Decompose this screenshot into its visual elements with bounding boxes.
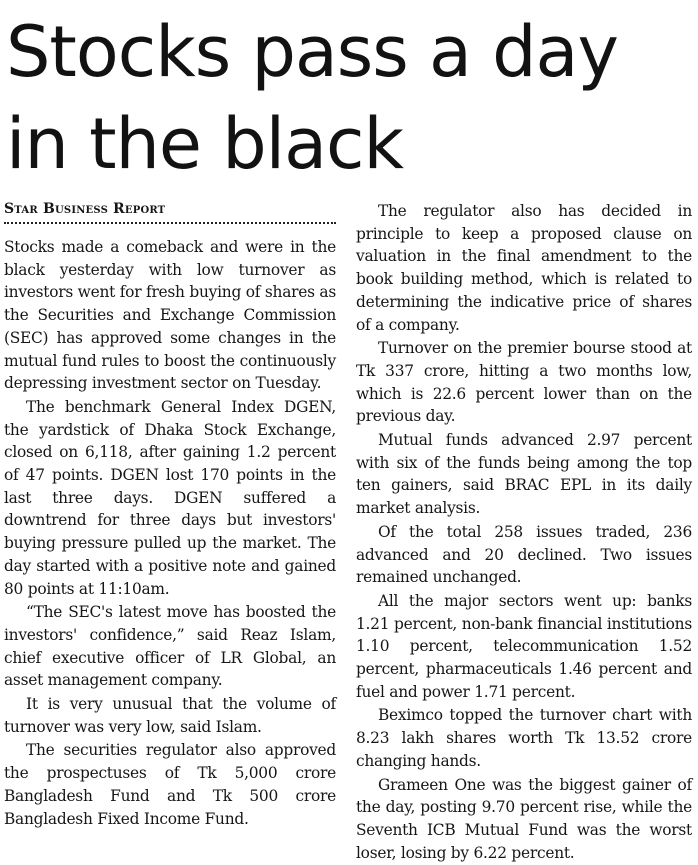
paragraph: The regulator also has decided in principle to keep a proposed clause on valuation in the final amendment to the book building method, which is related to determining the indicative price of shares of a company. xyxy=(356,202,692,334)
paragraph: Stocks made a comeback and were in the black yesterday with low turnover as investors went for fresh buying of shares as the Securities and Exchange Commission (SEC) has approved some changes in the mutual fund rules to boost the continuously depressing investment sector on Tuesday. xyxy=(4,238,336,393)
paragraph: Beximco topped the turnover chart with 8.23 lakh shares worth Tk 13.52 crore changing hands. xyxy=(356,706,692,770)
article-column-right xyxy=(356,200,692,865)
article-headline: Stocks pass a day in the black xyxy=(6,11,618,185)
paragraph: All the major sectors went up: banks 1.21 percent, non-bank financial institutions 1.10 percent, telecommunication 1.52 percent, pharmaceuticals 1.46 percent and fuel and power 1.71 percent. xyxy=(356,591,692,701)
paragraph: The benchmark General Index DGEN, the yardstick of Dhaka Stock Exchange, closed on 6,118, after gaining 1.2 percent of 47 points. DGEN lost 170 points in the last three days. DGEN suffered a downtrend for three days but investors' buying pressure pulled up the market. The day started with a positive note and gained 80 points at 11:10am. xyxy=(4,397,336,598)
paragraph: “The SEC's latest move has boosted the investors' confidence,” said Reaz Islam, chief executive officer of LR Global, an asset management company. xyxy=(4,603,336,690)
article-column-left xyxy=(4,198,336,831)
paragraph: Turnover on the premier bourse stood at Tk 337 crore, hitting a two months low, which is 22.6 percent lower than on the previous day. xyxy=(356,339,692,426)
byline-divider xyxy=(4,222,336,232)
paragraph: Mutual funds advanced 2.97 percent with six of the funds being among the top ten gainers, said BRAC EPL in its daily market analysis. xyxy=(356,431,692,518)
byline: Star Business Report xyxy=(4,201,166,217)
paragraph: Of the total 258 issues traded, 236 advanced and 20 declined. Two issues remained unchanged. xyxy=(356,522,692,587)
paragraph: It is very unusual that the volume of turnover was very low, said Islam. xyxy=(4,695,336,736)
paragraph: Grameen One was the biggest gainer of the day, posting 9.70 percent rise, while the Seventh ICB Mutual Fund was the worst loser, losing by 6.22 percent. xyxy=(356,775,692,862)
paragraph: The securities regulator also approved the prospectuses of Tk 5,000 crore Bangladesh Fund and Tk 500 crore Bangladesh Fixed Income Fund. xyxy=(4,741,336,828)
